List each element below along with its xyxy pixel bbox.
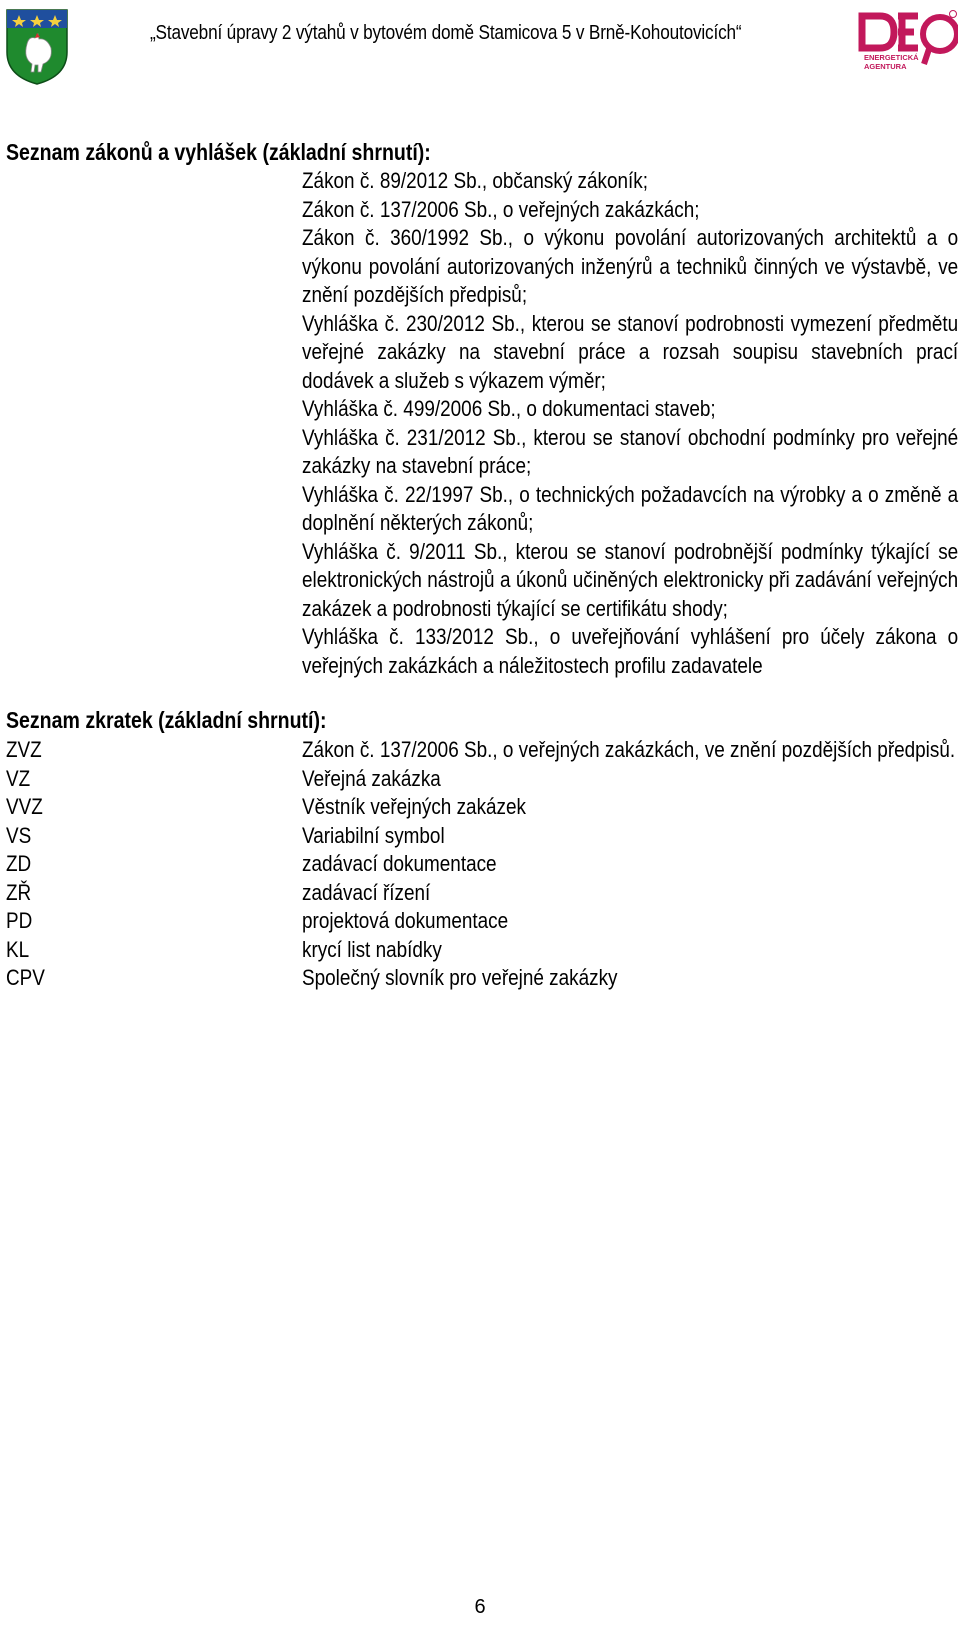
abbreviation-definition: Zákon č. 137/2006 Sb., o veřejných zakázkách, ve znění pozdějších předpisů. — [302, 737, 956, 762]
abbreviation-row — [0, 964, 960, 993]
abbreviation-row — [0, 879, 960, 908]
abbreviation-code: PD — [6, 908, 33, 933]
abbreviation-code: ZVZ — [6, 737, 42, 762]
coat-of-arms-rooster-icon — [5, 8, 69, 86]
abbreviation-definition: zadávací dokumentace — [302, 851, 497, 876]
page-number: 6 — [474, 1596, 486, 1618]
abbreviations-list — [0, 736, 960, 993]
law-item: Zákon č. 89/2012 Sb., občanský zákoník; — [302, 168, 649, 193]
abbreviation-row — [0, 736, 960, 765]
svg-text:ENERGETICKÁ: ENERGETICKÁ — [864, 53, 919, 62]
law-item: Vyhláška č. 230/2012 Sb., kterou se stanoví podrobnosti vymezení předmětu veřejné zakázky na stavební práce a rozsah soupisu stavebních prací dodávek a služeb s výkazem výměr; — [302, 310, 959, 393]
abbreviation-row — [0, 850, 960, 879]
law-item: Zákon č. 360/1992 Sb., o výkonu povolání autorizovaných architektů a o výkonu povolání autorizovaných inženýrů a techniků činných ve výstavbě, ve znění pozdějších předpisů; — [302, 225, 959, 307]
svg-text:AGENTURA: AGENTURA — [864, 62, 907, 71]
abbreviation-code: CPV — [6, 965, 45, 990]
document-header-title: „Stavební úpravy 2 výtahů v bytovém domě Stamicova 5 v Brně-Kohoutovicích“ — [150, 22, 742, 44]
abbreviation-code: KL — [6, 936, 30, 962]
law-item: Vyhláška č. 133/2012 Sb., o uveřejňování vyhlášení pro účely zákona o veřejných zakázkách a náležitostech profilu zadavatele — [302, 624, 959, 678]
abbreviation-row — [0, 793, 960, 822]
page-header — [0, 0, 960, 100]
abbreviation-definition: Věstník veřejných zakázek — [302, 794, 527, 819]
law-item: Vyhláška č. 9/2011 Sb., kterou se stanoví podrobnější podmínky týkající se elektronických nástrojů a úkonů učiněných elektronicky při zadávání veřejných zakázek a podrobnosti týkající se certifikátu shody; — [302, 538, 959, 621]
abbreviation-code: VS — [6, 822, 32, 848]
abbreviation-definition: projektová dokumentace — [302, 908, 509, 933]
energeticka-agentura-logo-icon — [858, 6, 958, 76]
laws-list — [302, 167, 958, 680]
law-item: Vyhláška č. 231/2012 Sb., kterou se stanoví obchodní podmínky pro veřejné zakázky na stavební práce; — [302, 424, 959, 478]
law-item: Zákon č. 137/2006 Sb., o veřejných zakázkách; — [302, 196, 700, 222]
abbreviation-row — [0, 765, 960, 794]
abbreviation-code: VVZ — [6, 794, 43, 819]
abbreviation-row — [0, 822, 960, 851]
abbreviations-section-title: Seznam zkratek (základní shrnutí): — [6, 707, 327, 733]
law-item: Vyhláška č. 22/1997 Sb., o technických požadavcích na výrobky a o změně a doplnění některých zákonů; — [302, 481, 959, 535]
abbreviation-definition: zadávací řízení — [302, 879, 431, 905]
abbreviation-code: VZ — [6, 765, 31, 791]
abbreviation-definition: Variabilní symbol — [302, 822, 445, 848]
abbreviation-definition: Společný slovník pro veřejné zakázky — [302, 965, 618, 990]
abbreviation-row — [0, 907, 960, 936]
laws-section-title: Seznam zákonů a vyhlášek (základní shrnutí): — [6, 139, 431, 165]
abbreviation-definition: Veřejná zakázka — [302, 765, 441, 791]
abbreviation-definition: krycí list nabídky — [302, 936, 442, 962]
abbreviation-code: ZŘ — [6, 879, 32, 905]
law-item: Vyhláška č. 499/2006 Sb., o dokumentaci staveb; — [302, 396, 716, 421]
abbreviation-code: ZD — [6, 851, 32, 876]
abbreviation-row — [0, 936, 960, 965]
